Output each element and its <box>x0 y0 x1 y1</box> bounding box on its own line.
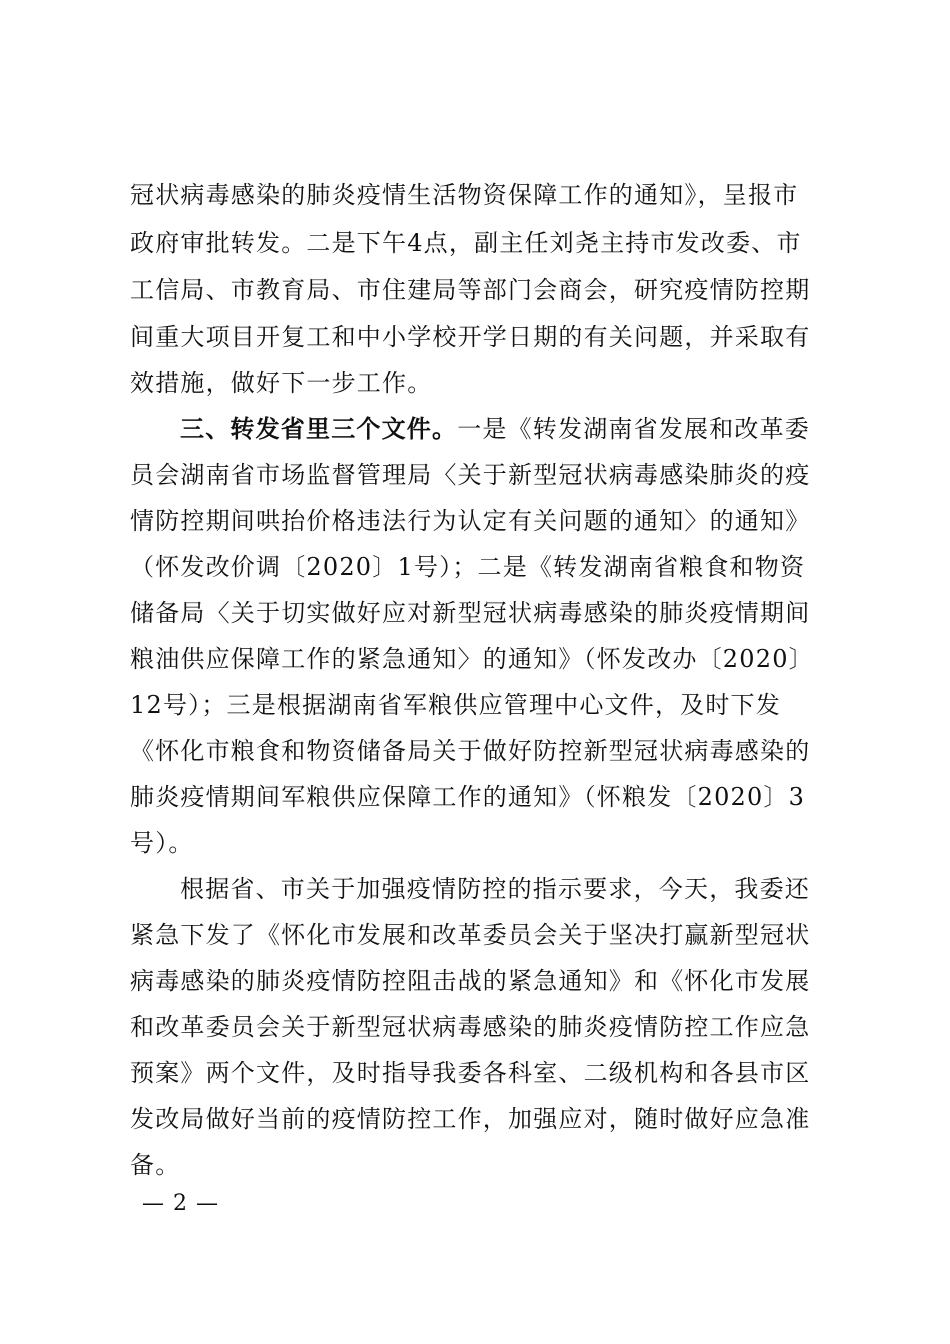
paragraph-3-line-7: 备。 <box>130 1151 181 1179</box>
paragraph-2-line-2: 员会湖南省市场监督管理局〈关于新型冠状病毒感染肺炎的疫 <box>130 461 811 489</box>
paragraph-2-line-5: 储备局〈关于切实做好应对新型冠状病毒感染的肺炎疫情期间 <box>130 599 811 627</box>
paragraph-3-line-3: 病毒感染的肺炎疫情防控阻击战的紧急通知》和《怀化市发展 <box>130 967 811 995</box>
paragraph-2-line-6: 粮油供应保障工作的紧急通知〉的通知》（怀发改办〔2020〕 <box>130 645 814 673</box>
paragraph-1-line-4: 间重大项目开复工和中小学校开学日期的有关问题，并采取有 <box>130 323 811 351</box>
page-number: — 2 — <box>142 1191 219 1216</box>
paragraph-3-line-4: 和改革委员会关于新型冠状病毒感染的肺炎疫情防控工作应急 <box>130 1013 811 1041</box>
paragraph-1-line-5: 效措施，做好下一步工作。 <box>130 369 433 397</box>
section-heading-three: 三、转发省里三个文件。 <box>180 414 458 443</box>
paragraph-2-first-line-text: 一是《转发湖南省发展和改革委 <box>457 415 811 443</box>
paragraph-2-line-1 <box>180 414 830 444</box>
paragraph-3-line-5: 预案》两个文件，及时指导我委各科室、二级机构和各县市区 <box>130 1059 811 1087</box>
paragraph-1-line-2: 政府审批转发。二是下午4点，副主任刘尧主持市发改委、市 <box>130 229 802 257</box>
paragraph-3-line-6: 发改局做好当前的疫情防控工作，加强应对，随时做好应急准 <box>130 1105 811 1133</box>
paragraph-2-line-8: 《怀化市粮食和物资储备局关于做好防控新型冠状病毒感染的 <box>130 737 811 765</box>
paragraph-1-line-3: 工信局、市教育局、市住建局等部门会商会，研究疫情防控期 <box>130 276 811 304</box>
paragraph-2-line-10: 号）。 <box>130 829 194 857</box>
paragraph-2-line-7: 12号）；三是根据湖南省军粮供应管理中心文件，及时下发 <box>130 691 781 719</box>
paragraph-1-line-1: 冠状病毒感染的肺炎疫情生活物资保障工作的通知》，呈报市 <box>130 181 799 209</box>
paragraph-3-line-2: 紧急下发了《怀化市发展和改革委员会关于坚决打赢新型冠状 <box>130 921 811 949</box>
paragraph-2-line-4: （怀发改价调〔2020〕1号）；二是《转发湖南省粮食和物资 <box>130 553 806 581</box>
paragraph-2-line-3: 情防控期间哄抬价格违法行为认定有关问题的通知〉的通知》 <box>130 507 811 535</box>
paragraph-2-line-9: 肺炎疫情期间军粮供应保障工作的通知》（怀粮发〔2020〕3 <box>130 783 806 811</box>
paragraph-3-line-1: 根据省、市关于加强疫情防控的指示要求，今天，我委还 <box>180 875 810 903</box>
